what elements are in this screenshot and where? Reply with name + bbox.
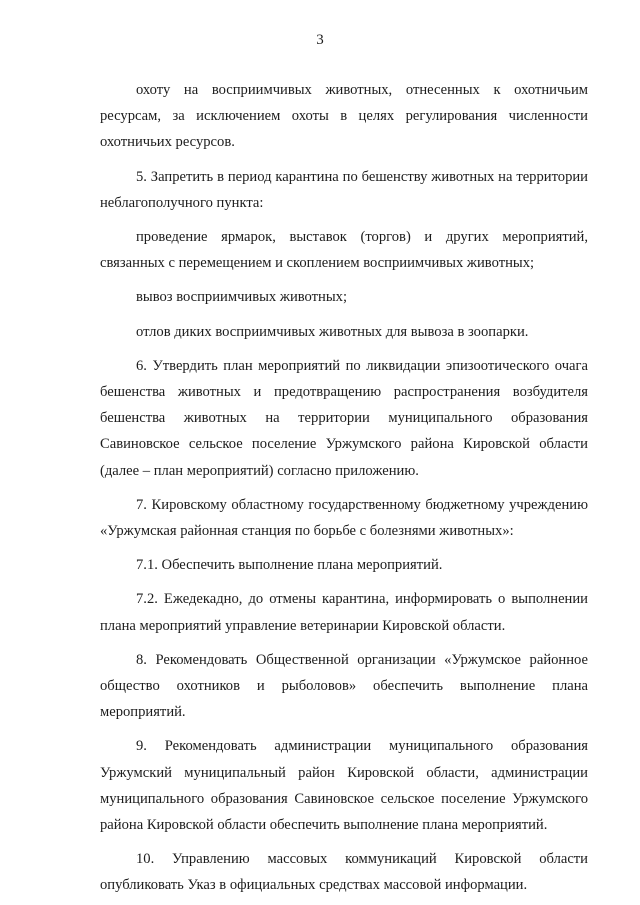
paragraph-item-9: 9. Рекомендовать администрации муниципального образования Уржумский муниципальный район Кировской области, администрации муниципального образования Савиновское сельское поселение Уржумского района Кировской области обеспечить выполнение плана мероприятий. (100, 738, 588, 834)
paragraph-item-8: 8. Рекомендовать Общественной организации «Уржумское районное общество охотников и рыболовов» обеспечить выполнение плана мероприятий. (100, 651, 588, 721)
paragraph-capture-ban: отлов диких восприимчивых животных для вывоза в зоопарки. (136, 323, 529, 340)
page-number: 3 (316, 32, 324, 48)
paragraph-item-5: 5. Запретить в период карантина по бешенству животных на территории неблагополучного пункта: (100, 168, 588, 211)
paragraph-fairs-ban: проведение ярмарок, выставок (торгов) и других мероприятий, связанных с перемещением и скоплением восприимчивых животных; (100, 229, 588, 272)
paragraph-item-7: 7. Кировскому областному государственному бюджетному учреждению «Уржумская районная станция по борьбе с болезнями животных»: (100, 496, 588, 540)
document-body (100, 77, 588, 899)
paragraph-item-6: 6. Утвердить план мероприятий по ликвидации эпизоотического очага бешенства животных и предотвращению распространения возбудителя бешенства животных на территории муниципального образования Савиновское сельское поселение Уржумского района Кировской области (далее – план мероприятий) согласно приложению. (100, 357, 588, 479)
paragraph-item-10: 10. Управлению массовых коммуникаций Кировской области опубликовать Указ в официальных средствах массовой информации. (100, 851, 588, 894)
paragraph-item-7-1: 7.1. Обеспечить выполнение плана мероприятий. (136, 557, 443, 574)
paragraph-item-7-2: 7.2. Ежедекадно, до отмены карантина, информировать о выполнении плана мероприятий управление ветеринарии Кировской области. (100, 591, 588, 634)
paragraph-hunting-continuation: охоту на восприимчивых животных, отнесенных к охотничьим ресурсам, за исключением охоты в целях регулирования численности охотничьих ресурсов. (100, 82, 588, 151)
paragraph-export-ban: вывоз восприимчивых животных; (136, 289, 348, 306)
